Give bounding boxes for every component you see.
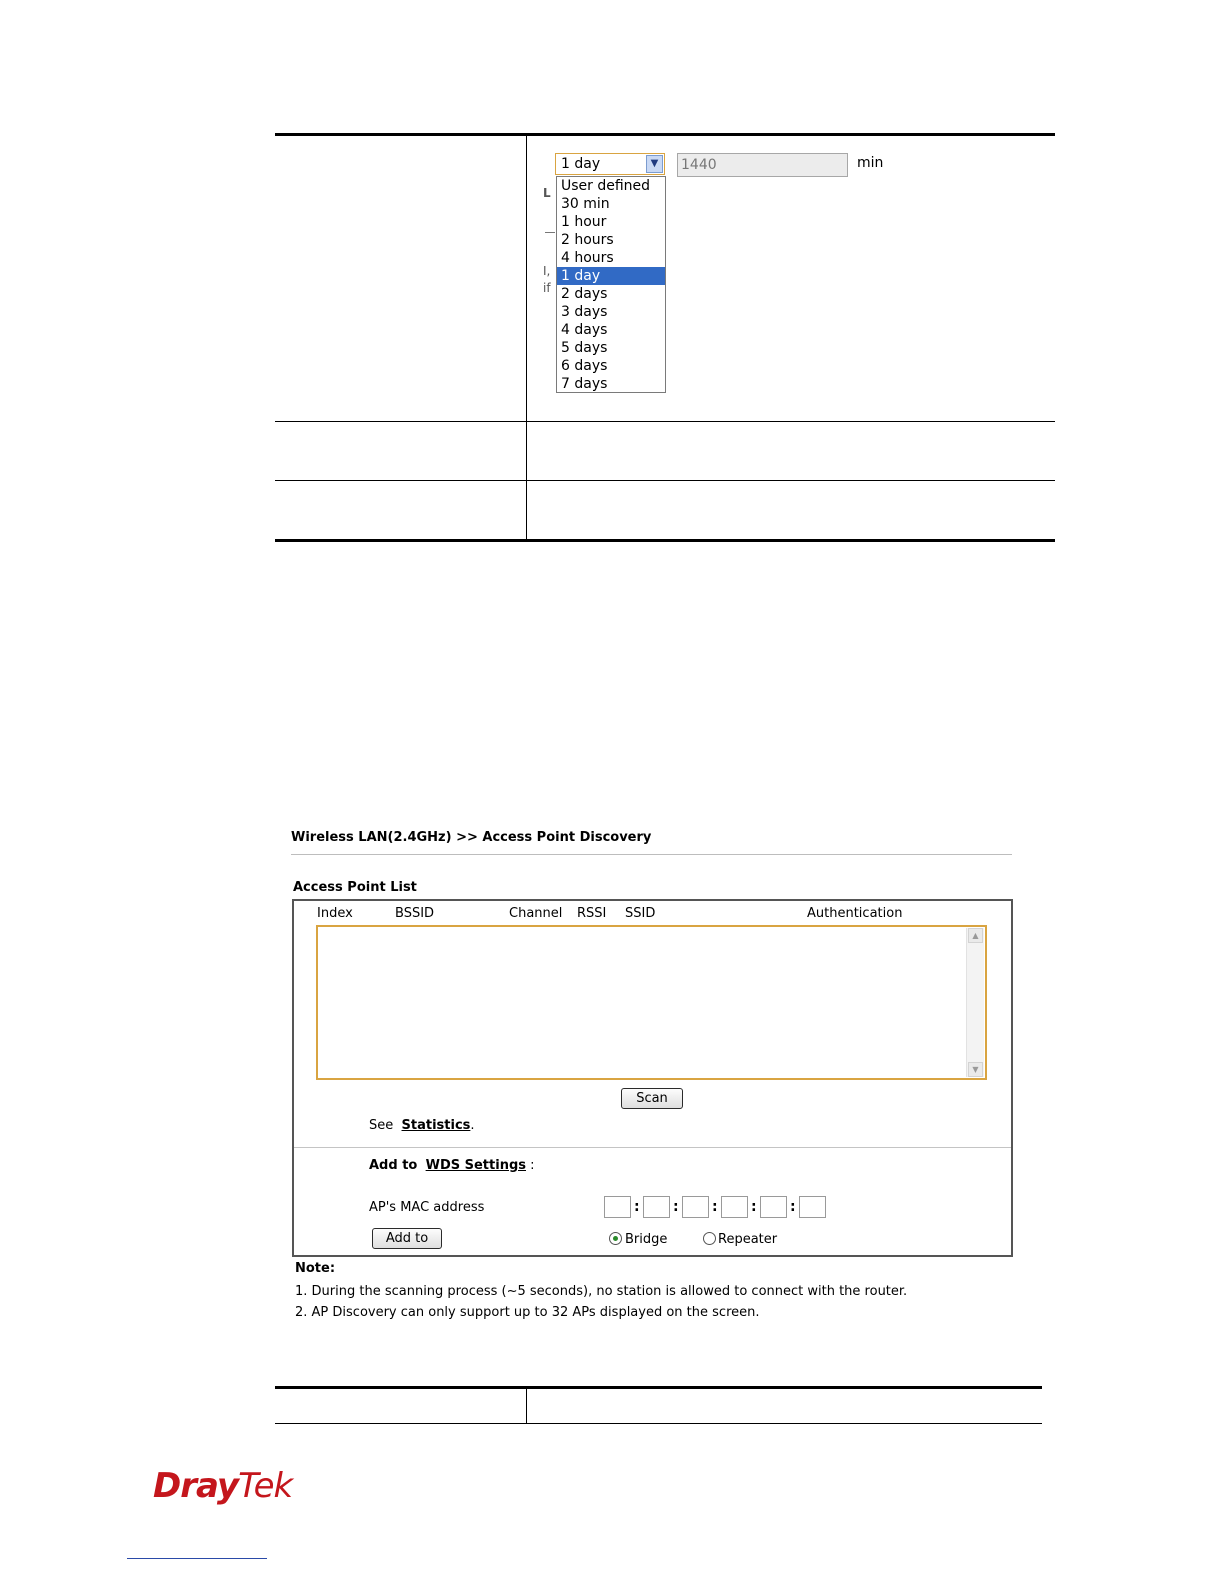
hidden-label-fragment: I, xyxy=(543,264,551,278)
section-title: Access Point List xyxy=(293,880,417,895)
add-to-suffix: : xyxy=(530,1158,535,1173)
bridge-radio-label: Bridge xyxy=(625,1232,668,1247)
timeout-option-selected[interactable]: 1 day xyxy=(557,267,665,285)
timeout-selected-value: 1 day xyxy=(561,156,601,172)
mac-separator: : xyxy=(712,1199,718,1215)
mac-address-label: AP's MAC address xyxy=(369,1200,485,1215)
note-item: 1. During the scanning process (~5 seconds), no station is allowed to connect with the router. xyxy=(295,1284,908,1299)
bridge-radio[interactable] xyxy=(609,1232,622,1245)
draytek-logo xyxy=(153,1466,292,1506)
timeout-select[interactable] xyxy=(555,153,665,175)
column-header-authentication: Authentication xyxy=(807,906,903,921)
scan-button[interactable]: Scan xyxy=(621,1088,683,1109)
bottom-table-column-divider xyxy=(526,1389,527,1423)
mac-separator: : xyxy=(790,1199,796,1215)
repeater-radio[interactable] xyxy=(703,1232,716,1245)
timeout-dropdown-list[interactable] xyxy=(556,176,666,393)
title-divider xyxy=(291,854,1012,855)
column-header-bssid: BSSID xyxy=(395,906,435,921)
mac-separator: : xyxy=(673,1199,679,1215)
timeout-option[interactable]: 2 hours xyxy=(561,232,614,248)
mac-octet-input[interactable] xyxy=(604,1196,631,1218)
statistics-link[interactable]: Statistics xyxy=(401,1118,471,1133)
column-header-channel: Channel xyxy=(509,906,563,921)
scroll-down-icon[interactable]: ▼ xyxy=(968,1062,983,1077)
add-to-text: Add to xyxy=(369,1158,418,1173)
timeout-option[interactable]: 1 hour xyxy=(561,214,607,230)
hidden-line-fragment xyxy=(545,232,555,233)
mac-octet-input[interactable] xyxy=(721,1196,748,1218)
timeout-option[interactable]: 5 days xyxy=(561,340,608,356)
access-point-list[interactable] xyxy=(316,925,987,1080)
repeater-radio-label: Repeater xyxy=(718,1232,778,1247)
add-to-line xyxy=(369,1158,535,1173)
minutes-input[interactable]: 1440 xyxy=(677,153,848,177)
page-title: Wireless LAN(2.4GHz) >> Access Point Discovery xyxy=(291,830,652,845)
table-row-rule xyxy=(275,480,1055,481)
mac-octet-input[interactable] xyxy=(799,1196,826,1218)
table-bottom-rule xyxy=(275,539,1055,542)
timeout-option[interactable]: 4 hours xyxy=(561,250,614,266)
hidden-label-fragment: if xyxy=(543,281,551,295)
mac-separator: : xyxy=(751,1199,757,1215)
logo-part-tek: Tek xyxy=(238,1466,293,1506)
bottom-table-rule xyxy=(275,1423,1042,1424)
see-suffix: . xyxy=(470,1118,475,1133)
timeout-option[interactable]: 6 days xyxy=(561,358,608,374)
timeout-option[interactable]: User defined xyxy=(561,178,651,194)
minutes-unit-label: min xyxy=(857,155,884,171)
scroll-up-icon[interactable]: ▲ xyxy=(968,928,983,943)
table-row-rule xyxy=(275,421,1055,422)
list-scrollbar[interactable] xyxy=(966,928,984,1077)
timeout-option[interactable]: 2 days xyxy=(561,286,608,302)
mac-separator: : xyxy=(634,1199,640,1215)
add-to-button[interactable]: Add to xyxy=(372,1228,442,1249)
wds-settings-link[interactable]: WDS Settings xyxy=(425,1158,526,1173)
table-top-rule xyxy=(275,133,1055,136)
timeout-option[interactable]: 30 min xyxy=(561,196,610,212)
timeout-option[interactable]: 3 days xyxy=(561,304,608,320)
mac-octet-input[interactable] xyxy=(643,1196,670,1218)
column-header-rssi: RSSI xyxy=(577,906,607,921)
bottom-table-top-rule xyxy=(275,1386,1042,1389)
see-text: See xyxy=(369,1118,394,1133)
timeout-option[interactable]: 7 days xyxy=(561,376,608,392)
chevron-down-icon[interactable]: ▼ xyxy=(646,155,663,173)
column-header-index: Index xyxy=(317,906,353,921)
note-item: 2. AP Discovery can only support up to 32 APs displayed on the screen. xyxy=(295,1305,760,1320)
footer-link-underline xyxy=(127,1558,267,1559)
note-title: Note: xyxy=(295,1261,336,1276)
mac-octet-input[interactable] xyxy=(682,1196,709,1218)
logo-part-dray: Dray xyxy=(153,1466,239,1506)
timeout-option[interactable]: 4 days xyxy=(561,322,608,338)
hidden-label-fragment: L xyxy=(543,186,551,200)
column-header-ssid: SSID xyxy=(625,906,656,921)
mac-octet-input[interactable] xyxy=(760,1196,787,1218)
statistics-line xyxy=(369,1118,475,1133)
panel-divider xyxy=(294,1147,1011,1148)
